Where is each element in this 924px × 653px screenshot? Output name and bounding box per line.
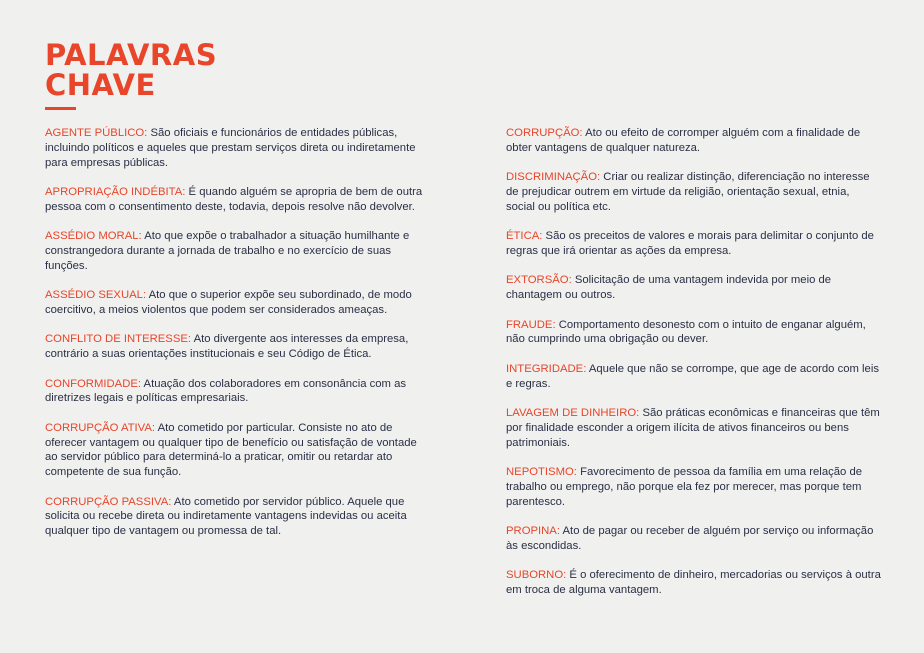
glossary-definition: Solicitação de uma vantagem indevida por meio de chantagem ou outros. (506, 274, 832, 302)
glossary-term: EXTORSÃO: (506, 274, 572, 287)
glossary-term: PROPINA: (506, 524, 560, 537)
glossary-term: ASSÉDIO MORAL: (45, 230, 142, 243)
glossary-entry-discriminacao (506, 170, 881, 214)
page-title-line-2: CHAVE (45, 68, 156, 102)
glossary-definition: Ato cometido por particular. Consiste no ato de oferecer vantagem ou qualquer tipo de benefício ou satisfação de vontade ao servidor público para determiná-lo a praticar, omitir ou retardar ato competente de sua função. (45, 421, 417, 479)
glossary-term: LAVAGEM DE DINHEIRO: (506, 406, 640, 419)
glossary-entry-lavagem-de-dinheiro (506, 406, 881, 450)
glossary-entry-etica (506, 229, 881, 259)
glossary-term: ASSÉDIO SEXUAL: (45, 289, 147, 302)
glossary-term: ÉTICA: (506, 230, 543, 243)
glossary-entry-extorsao (506, 273, 881, 303)
glossary-definition: São práticas econômicas e financeiras que têm por finalidade esconder a origem ilícita de ativos financeiros ou bens patrimoniais. (506, 406, 880, 449)
glossary-term: CONFORMIDADE: (45, 377, 142, 390)
glossary-definition: São oficiais e funcionários de entidades públicas, incluindo políticos e aqueles que prestam serviços direta ou indiretamente para empresas públicas. (45, 127, 416, 169)
glossary-entry-corrupcao-passiva (45, 495, 430, 539)
glossary-definition: Atuação dos colaboradores em consonância com as diretrizes legais e políticas empresariais. (45, 377, 407, 405)
glossary-term: INTEGRIDADE: (506, 362, 587, 375)
glossary-definition: Ato cometido por servidor público. Aquele que solicita ou recebe direta ou indiretamente vantagens indevidas ou aceita qualquer tipo de vantagem ou promessa de tal. (45, 495, 407, 538)
glossary-entry-propina (506, 524, 881, 554)
glossary-definition: Ato divergente aos interesses da empresa, contrário a suas orientações institucionais e seu Código de Ética. (45, 333, 409, 361)
glossary-entry-conformidade (45, 377, 430, 407)
glossary-term: NEPOTISMO: (506, 465, 577, 478)
glossary-definition: Comportamento desonesto com o intuito de enganar alguém, não cumprindo uma obrigação ou dever. (506, 318, 866, 346)
glossary-definition: Ato que o superior expõe seu subordinado, de modo coercitivo, a meios violentos que podem ser considerados ameaças. (45, 289, 412, 316)
glossary-definition: Ato de pagar ou receber de alguém por serviço ou informação às escondidas. (506, 524, 874, 552)
glossary-left-column (45, 126, 430, 553)
glossary-term: CORRUPÇÃO PASSIVA: (45, 495, 172, 508)
page-title (45, 40, 217, 100)
glossary-term: APROPRIAÇÃO INDÉBITA: (45, 185, 186, 198)
glossary-entry-corrupcao-ativa (45, 421, 430, 480)
glossary-entry-agente-publico (45, 126, 430, 170)
glossary-definition: É quando alguém se apropria de bem de outra pessoa com o consentimento deste, todavia, depois resolve não devolver. (45, 185, 423, 213)
glossary-term: CORRUPÇÃO: (506, 127, 583, 139)
glossary-term: CONFLITO DE INTERESSE: (45, 333, 192, 346)
glossary-right-column (506, 126, 881, 612)
glossary-definition: Criar ou realizar distinção, diferenciação no interesse de prejudicar outrem em virtude da religião, orientação sexual, etnia, social ou política etc. (506, 171, 870, 213)
glossary-definition: Ato que expõe o trabalhador a situação humilhante e constrangedora durante a jornada de trabalho e no exercício de suas funções. (45, 230, 410, 272)
glossary-term: SUBORNO: (506, 569, 567, 582)
glossary-definition: Ato ou efeito de corromper alguém com a finalidade de obter vantagens de qualquer natureza. (506, 127, 861, 154)
glossary-term: CORRUPÇÃO ATIVA: (45, 421, 156, 434)
title-underline (45, 107, 76, 110)
glossary-entry-nepotismo (506, 465, 881, 509)
glossary-entry-fraude (506, 318, 881, 348)
glossary-definition: Favorecimento de pessoa da família em uma relação de trabalho ou emprego, não porque ela fez por merecer, mas porque tem parentesco. (506, 465, 863, 508)
page-title-line-1: PALAVRAS (45, 38, 218, 72)
glossary-entry-apropriacao-indebita (45, 185, 430, 215)
glossary-definition: Aquele que não se corrompe, que age de acordo com leis e regras. (506, 362, 879, 390)
glossary-entry-suborno (506, 568, 881, 598)
glossary-entry-assedio-moral (45, 229, 430, 273)
glossary-definition: É o oferecimento de dinheiro, mercadorias ou serviços à outra em troca de alguma vantagem. (506, 569, 881, 596)
glossary-term: DISCRIMINAÇÃO: (506, 171, 601, 184)
glossary-term: FRAUDE: (506, 318, 556, 331)
glossary-term: AGENTE PÚBLICO: (45, 127, 148, 139)
glossary-entry-conflito-de-interesse (45, 332, 430, 362)
glossary-entry-assedio-sexual (45, 288, 430, 318)
glossary-entry-integridade (506, 362, 881, 392)
glossary-definition: São os preceitos de valores e morais para delimitar o conjunto de regras que irá orientar as ações da empresa. (506, 230, 874, 257)
glossary-entry-corrupcao (506, 126, 881, 156)
